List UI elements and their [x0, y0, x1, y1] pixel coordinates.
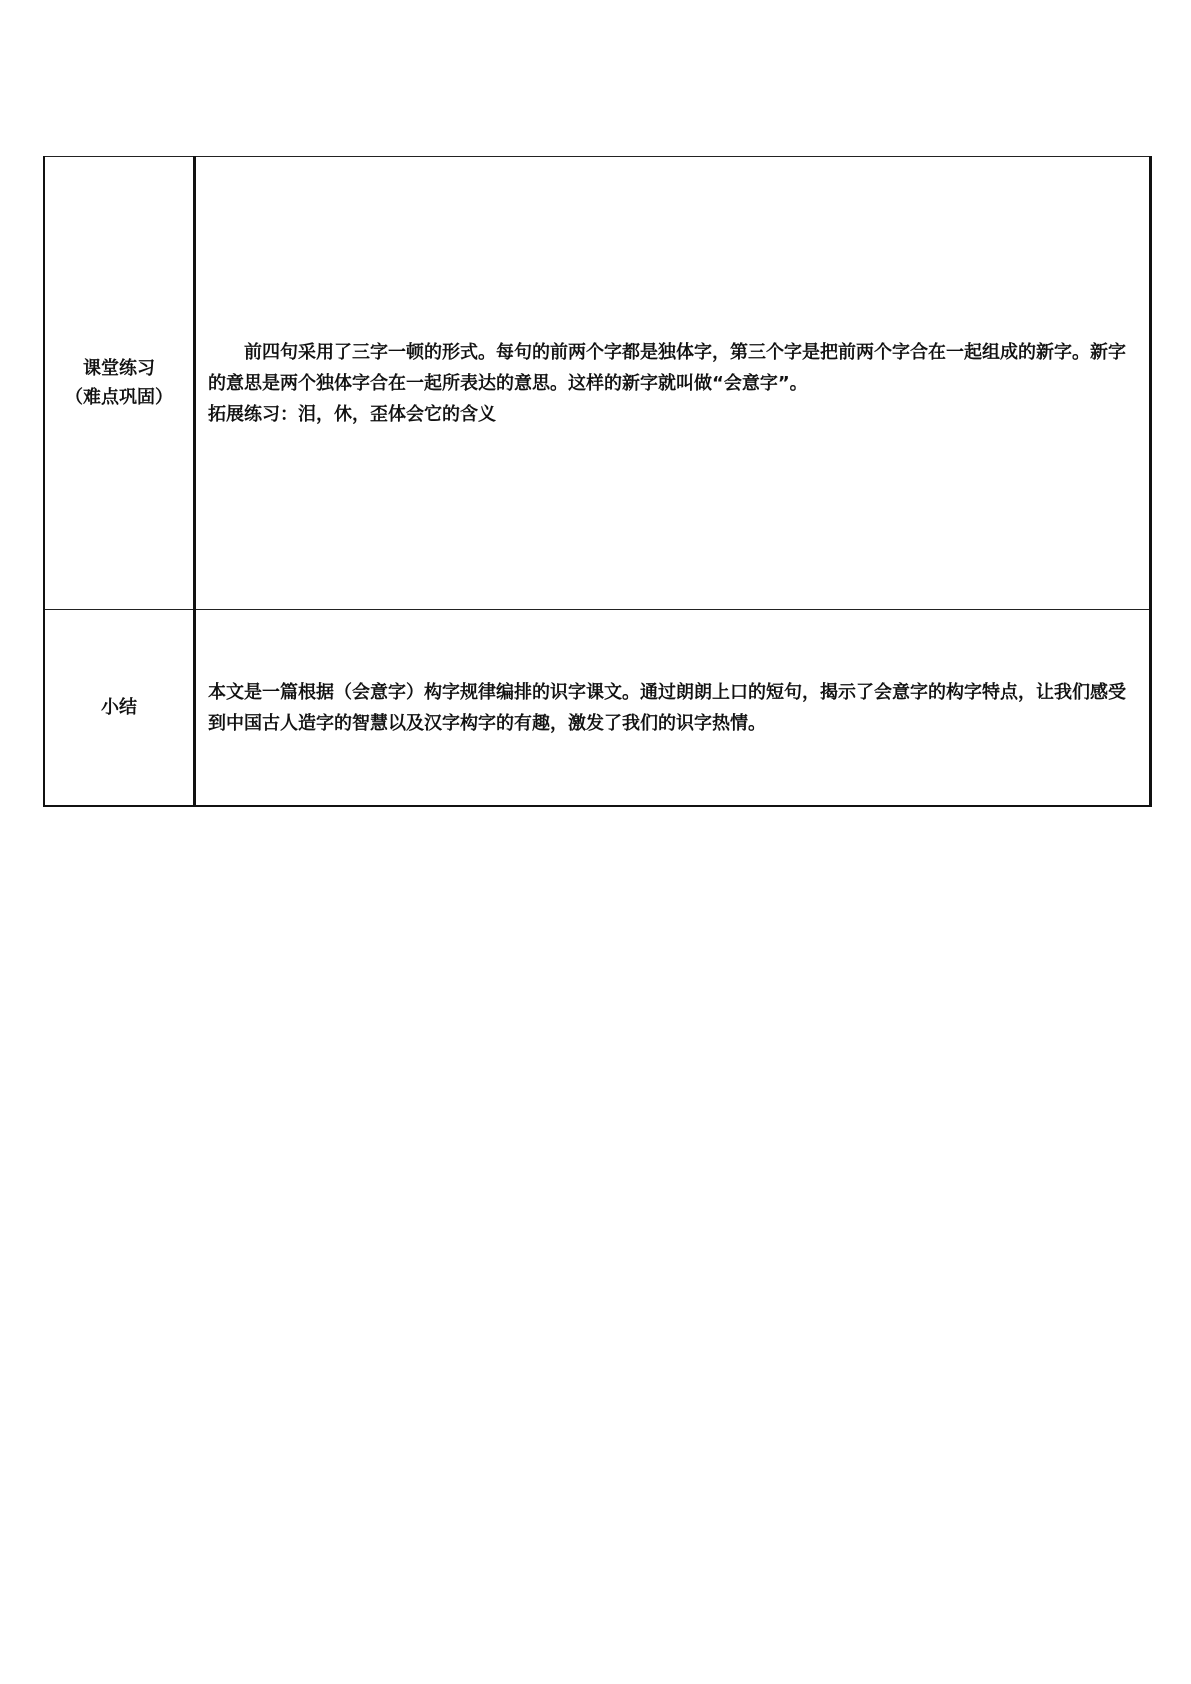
table-row-summary [44, 610, 1151, 807]
practice-paragraph: 前四句采用了三字一顿的形式。每句的前两个字都是独体字，第三个字是把前两个字合在一起组成的新字。新字的意思是两个独体字合在一起所表达的意思。这样的新字就叫做“会意字”。 [208, 341, 1126, 394]
lesson-table [43, 156, 1152, 807]
row-label-title: 课堂练习 [83, 358, 155, 379]
row-label-title: 小结 [101, 697, 137, 718]
row-label-cell [44, 610, 195, 807]
table-row-classroom-practice [44, 157, 1151, 610]
row-label-cell [44, 157, 195, 610]
summary-paragraph: 本文是一篇根据（会意字）构字规律编排的识字课文。通过朗朗上口的短句，揭示了会意字的构字特点，让我们感受到中国古人造字的智慧以及汉字构字的有趣，激发了我们的识字热情。 [208, 681, 1126, 734]
extension-exercise: 拓展练习：泪，休，歪体会它的含义 [208, 403, 496, 425]
row-label-subtitle: （难点巩固） [65, 387, 173, 408]
row-content-cell [195, 157, 1151, 610]
row-content-cell [195, 610, 1151, 807]
